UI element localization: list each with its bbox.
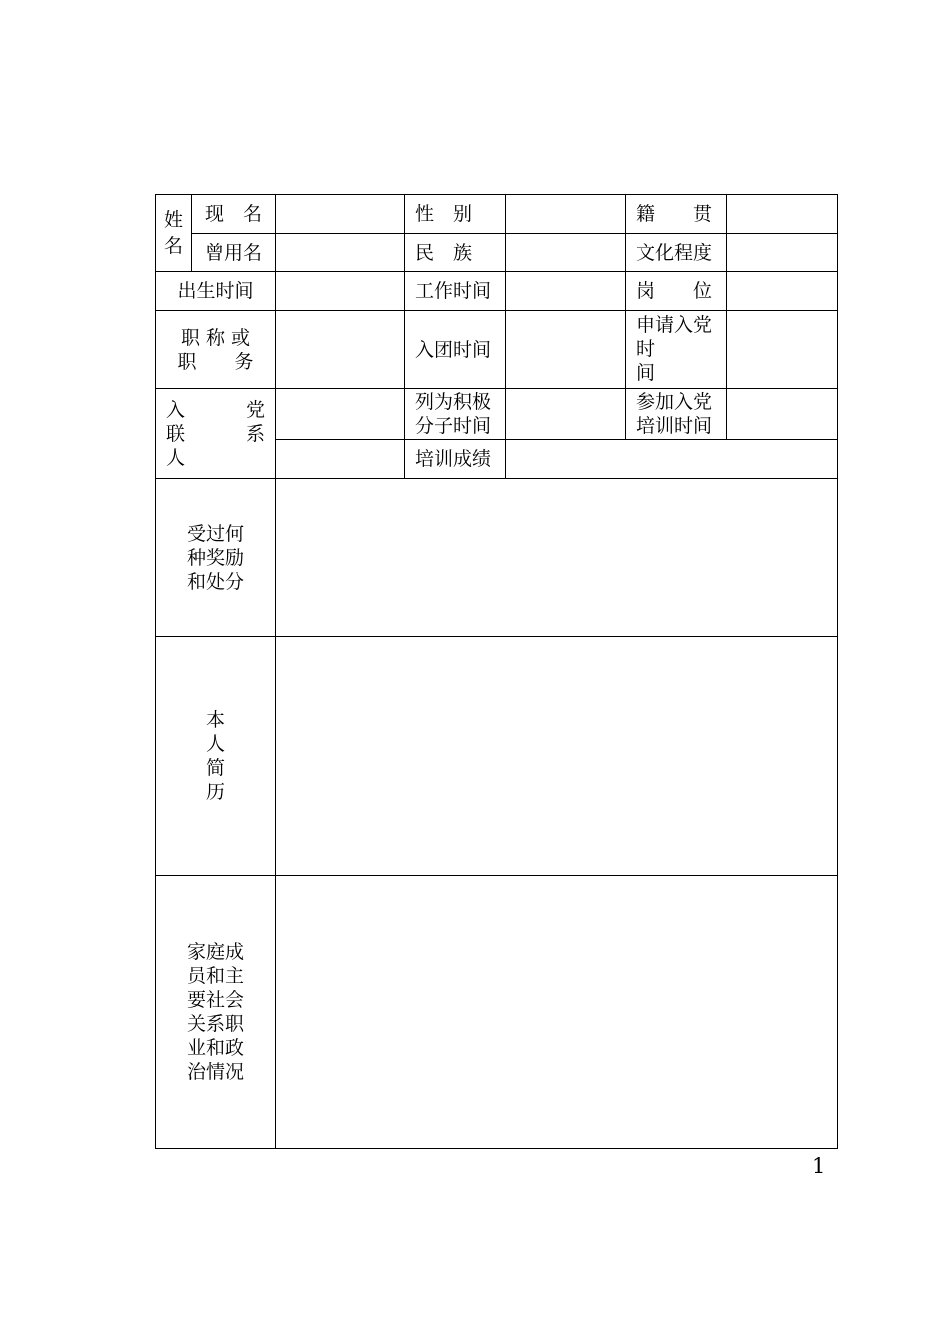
contact-field-2[interactable]	[276, 440, 405, 479]
gender-label: 性 别	[405, 195, 506, 234]
activist-label-line2: 分子时间	[415, 415, 492, 437]
training-time-field[interactable]	[727, 389, 838, 440]
ethnicity-field[interactable]	[506, 234, 626, 272]
family-label-line1: 家庭成	[186, 941, 244, 963]
title-label-cell	[156, 311, 276, 389]
name-label-cell	[156, 195, 192, 272]
rewards-label-line2: 种奖励	[186, 546, 244, 569]
family-label-line6: 治情况	[186, 1061, 244, 1083]
resume-label-line4: 历	[205, 781, 225, 803]
birth-time-label: 出生时间	[156, 272, 276, 311]
current-name-field[interactable]	[276, 195, 405, 234]
contact-field-1[interactable]	[276, 389, 405, 440]
activist-time-field[interactable]	[506, 389, 626, 440]
rewards-field[interactable]	[276, 479, 838, 637]
apply-time-label-cell	[626, 311, 727, 389]
league-time-field[interactable]	[506, 311, 626, 389]
page-number: 1	[812, 1154, 826, 1178]
training-score-label: 培训成绩	[405, 440, 506, 479]
family-label-cell	[156, 876, 276, 1149]
work-time-label: 工作时间	[405, 272, 506, 311]
family-label-line3: 要社会	[186, 989, 244, 1011]
apply-time-label-line2: 间	[636, 362, 656, 384]
resume-label-line2: 人	[205, 733, 225, 755]
apply-time-field[interactable]	[727, 311, 838, 389]
resume-field[interactable]	[276, 637, 838, 876]
rewards-label-line3: 和处分	[186, 570, 244, 593]
post-label: 岗 位	[626, 272, 727, 311]
former-name-field[interactable]	[276, 234, 405, 272]
training-score-field[interactable]	[506, 440, 838, 479]
title-label-line2: 职 务	[177, 350, 254, 373]
former-name-label: 曾用名	[192, 234, 276, 272]
contact-label-line2: 联 系	[166, 422, 265, 445]
birth-time-field[interactable]	[276, 272, 405, 311]
contact-label-cell	[156, 389, 276, 479]
family-label-line5: 业和政	[186, 1037, 244, 1059]
contact-label-line1: 入 党	[166, 398, 265, 421]
contact-label-line3: 人	[166, 446, 186, 469]
gender-field[interactable]	[506, 195, 626, 234]
work-time-field[interactable]	[506, 272, 626, 311]
ethnicity-label: 民 族	[405, 234, 506, 272]
training-time-label-cell	[626, 389, 727, 440]
current-name-label: 现 名	[192, 195, 276, 234]
application-form-table	[155, 194, 838, 1149]
apply-time-label-line1: 申请入党时	[636, 314, 713, 360]
family-label-line2: 员和主	[186, 965, 244, 987]
activist-label-line1: 列为积极	[415, 391, 492, 413]
resume-label-line3: 简	[205, 757, 225, 779]
family-label-line4: 关系职	[186, 1013, 244, 1035]
post-field[interactable]	[727, 272, 838, 311]
education-field[interactable]	[727, 234, 838, 272]
name-label: 姓名	[163, 209, 183, 257]
native-place-field[interactable]	[727, 195, 838, 234]
training-label-line2: 培训时间	[636, 415, 713, 437]
resume-label-line1: 本	[205, 709, 225, 731]
rewards-label-line1: 受过何	[186, 522, 244, 545]
education-label: 文化程度	[626, 234, 727, 272]
family-field[interactable]	[276, 876, 838, 1149]
title-label-line1: 职 称 或	[180, 326, 251, 349]
title-field[interactable]	[276, 311, 405, 389]
rewards-label-cell	[156, 479, 276, 637]
training-label-line1: 参加入党	[636, 391, 713, 413]
native-place-label: 籍 贯	[626, 195, 727, 234]
resume-label-cell	[156, 637, 276, 876]
activist-time-label-cell	[405, 389, 506, 440]
league-time-label: 入团时间	[405, 311, 506, 389]
